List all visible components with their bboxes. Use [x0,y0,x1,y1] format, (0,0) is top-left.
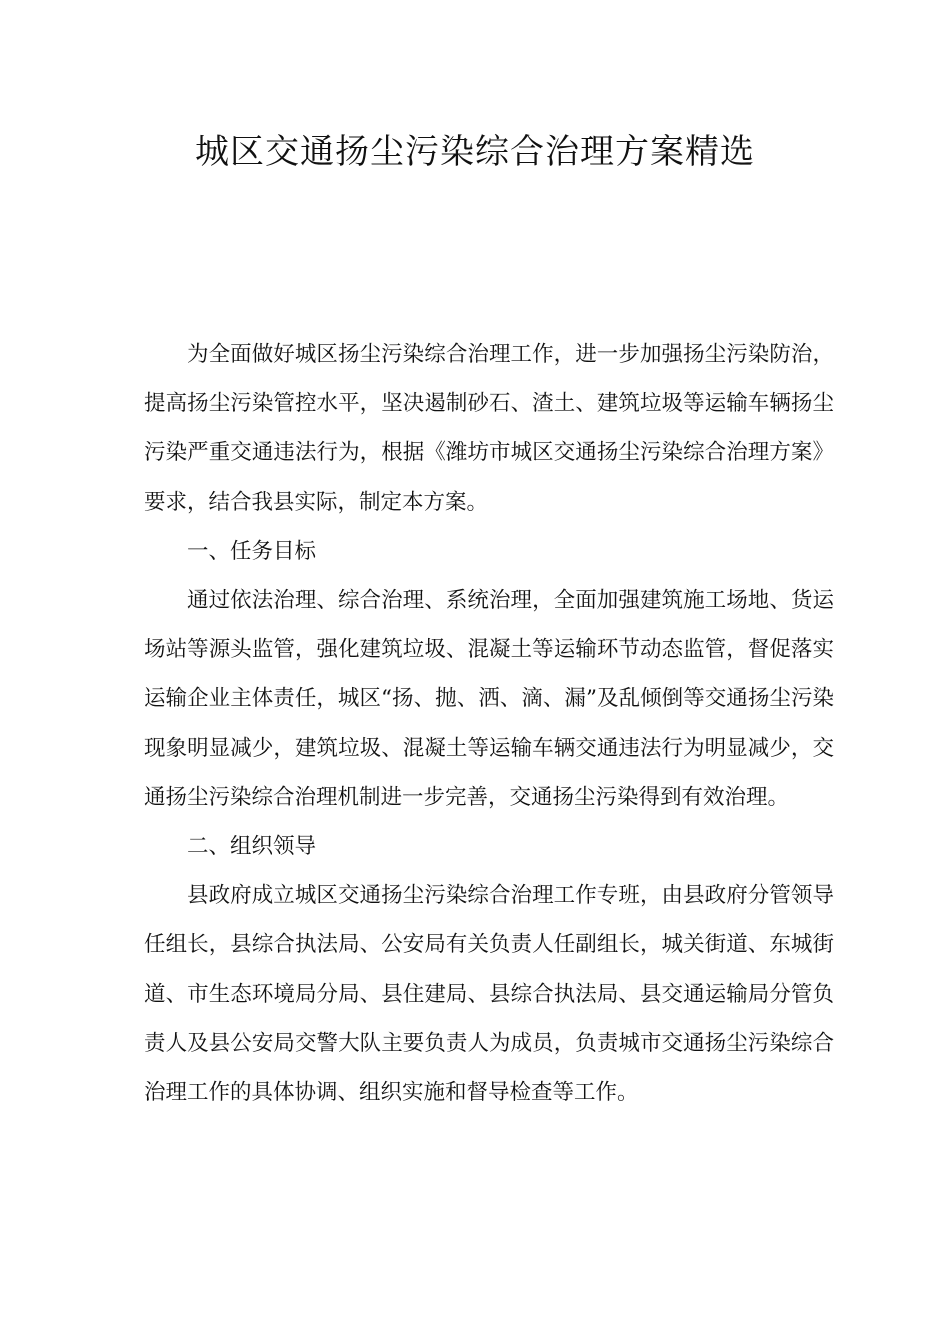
document-title: 城区交通扬尘污染综合治理方案精选 [195,132,755,172]
document-body [144,330,834,1117]
intro-paragraph: 为全面做好城区扬尘污染综合治理工作，进一步加强扬尘污染防治，提高扬尘污染管控水平，坚决遏制砂石、渣土、建筑垃圾等运输车辆扬尘污染严重交通违法行为，根据《潍坊市城区交通扬尘污染综合治理方案》要求，结合我县实际，制定本方案。 [144,342,834,515]
task-goals-paragraph: 通过依法治理、综合治理、系统治理，全面加强建筑施工场地、货运场站等源头监管，强化建筑垃圾、混凝土等运输环节动态监管，督促落实运输企业主体责任，城区“扬、抛、洒、滴、漏”及乱倾倒等交通扬尘污染现象明显减少，建筑垃圾、混凝土等运输车辆交通违法行为明显减少，交通扬尘污染综合治理机制进一步完善，交通扬尘污染得到有效治理。 [144,588,834,810]
section-heading-task-goals: 一、任务目标 [187,538,317,564]
section-heading-organization: 二、组织领导 [187,834,317,860]
organization-paragraph: 县政府成立城区交通扬尘污染综合治理工作专班，由县政府分管领导任组长，县综合执法局、公安局有关负责人任副组长，城关街道、东城街道、市生态环境局分局、县住建局、县综合执法局、县交通运输局分管负责人及县公安局交警大队主要负责人为成员，负责城市交通扬尘污染综合治理工作的具体协调、组织实施和督导检查等工作。 [144,883,834,1106]
